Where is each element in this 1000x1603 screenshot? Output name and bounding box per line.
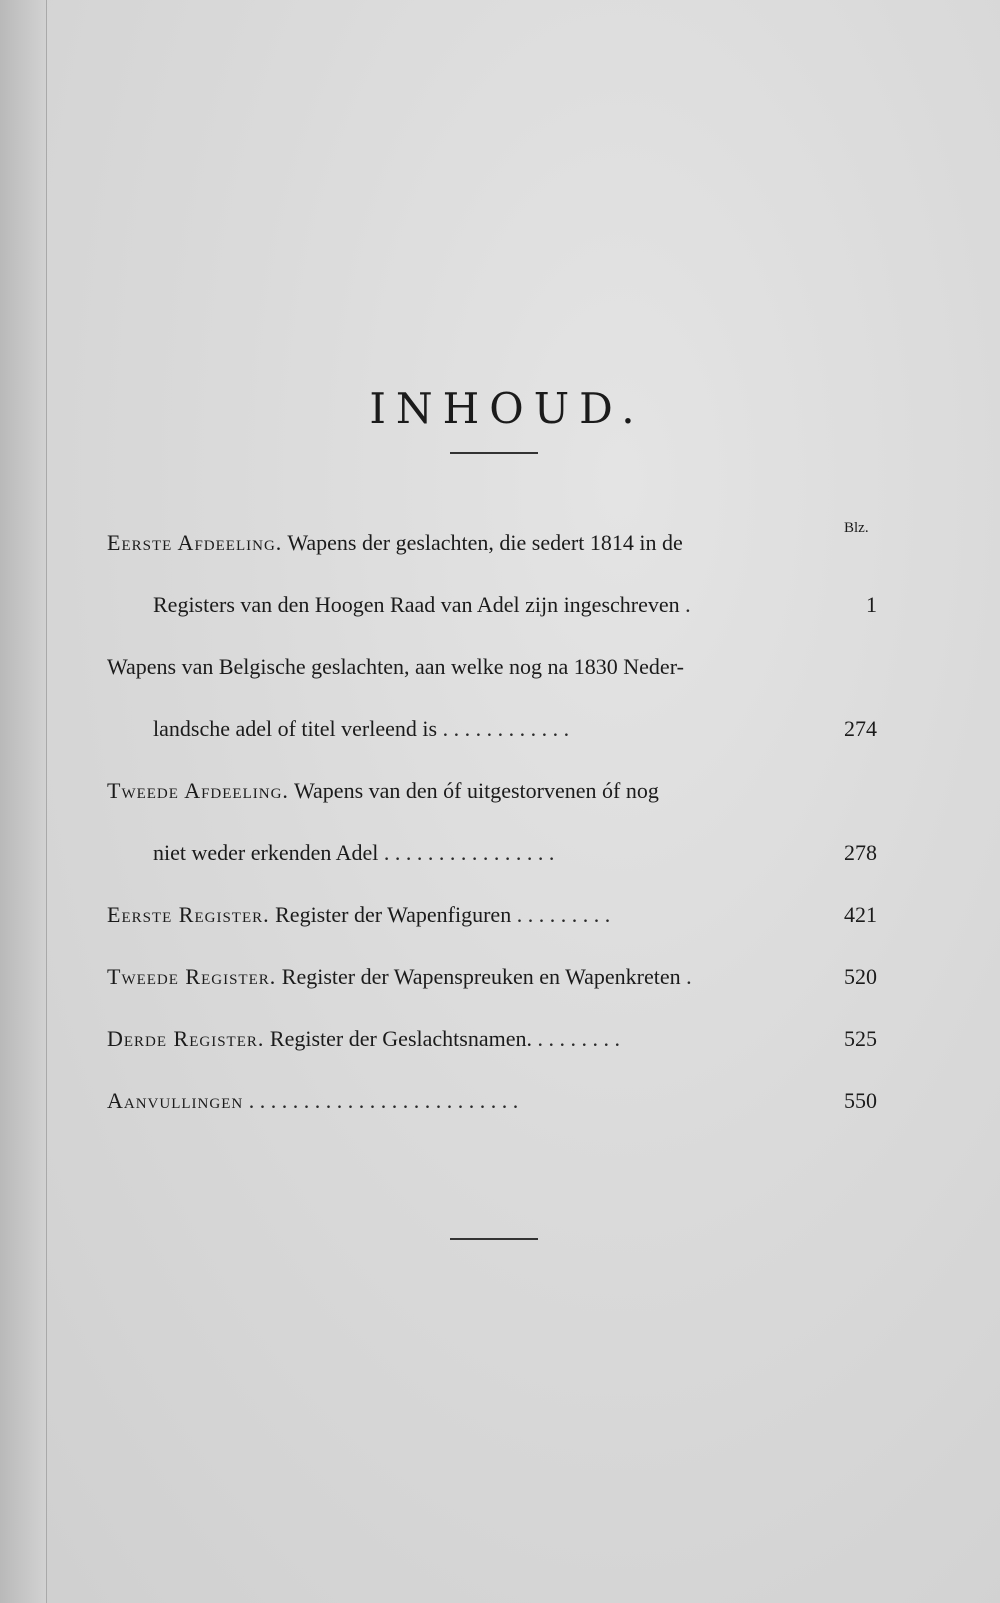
toc-entry-line — [107, 1088, 820, 1114]
toc-entry-line — [153, 840, 820, 866]
toc-entry-heading: Aanvullingen — [107, 1088, 244, 1113]
toc-entry-line — [107, 654, 820, 680]
toc-page-number: 550 — [844, 1088, 877, 1113]
toc-page-number: 520 — [844, 964, 877, 989]
toc-entry-text: Register der Geslachtsnamen. — [269, 1026, 532, 1051]
leader-dots: . — [686, 964, 692, 989]
page-title: INHOUD. — [369, 384, 645, 434]
page-column-header: Blz. — [844, 520, 869, 536]
toc-entry-heading: Tweede Register. — [107, 964, 277, 989]
toc-entry-text: Registers van den Hoogen Raad van Adel zijn ingeschreven — [153, 592, 680, 617]
title-rule — [450, 452, 538, 454]
toc-entry-text: niet weder erkenden Adel — [153, 840, 379, 865]
leader-dots: . — [685, 592, 691, 617]
leader-dots: . . . . . . . . . . . . — [442, 716, 570, 741]
toc-entry-text: Wapens van den óf uitgestorvenen óf nog — [294, 778, 659, 803]
leader-dots: . . . . . . . . . — [516, 902, 611, 927]
toc-entry-text: Register der Wapenfiguren — [275, 902, 512, 927]
toc-page-number: 1 — [866, 592, 877, 617]
toc-entry-heading: Eerste Afdeeling. — [107, 530, 283, 555]
toc-page-number: 525 — [844, 1026, 877, 1051]
toc-entry-line — [107, 902, 820, 928]
toc-entry-line — [107, 778, 820, 804]
toc-page-number: 274 — [844, 716, 877, 741]
leader-dots: . . . . . . . . — [537, 1026, 620, 1051]
toc-entry-text: landsche adel of titel verleend is — [153, 716, 438, 741]
toc-entry-line — [153, 592, 820, 618]
toc-page-number: 421 — [844, 902, 877, 927]
toc-entry-text: Wapens van Belgische geslachten, aan welke nog na 1830 Neder- — [107, 654, 684, 679]
toc-entry-heading: Eerste Register. — [107, 902, 270, 927]
toc-entry-line — [107, 1026, 820, 1052]
toc-page-number: 278 — [844, 840, 877, 865]
closing-rule — [450, 1238, 538, 1240]
toc-entry-heading: Tweede Afdeeling. — [107, 778, 289, 803]
toc-entry-text: Register der Wapenspreuken en Wapenkreten — [281, 964, 681, 989]
toc-entry-line — [153, 716, 820, 742]
toc-entry-heading: Derde Register. — [107, 1026, 265, 1051]
binding-edge — [0, 0, 47, 1603]
toc-entry-line — [107, 964, 820, 990]
toc-entry-text: Wapens der geslachten, die sedert 1814 in de — [287, 530, 683, 555]
leader-dots: . . . . . . . . . . . . . . . . . . . . . . . . . — [248, 1088, 519, 1113]
leader-dots: . . . . . . . . . . . . . . . . — [383, 840, 555, 865]
toc-entry-line — [107, 530, 820, 556]
